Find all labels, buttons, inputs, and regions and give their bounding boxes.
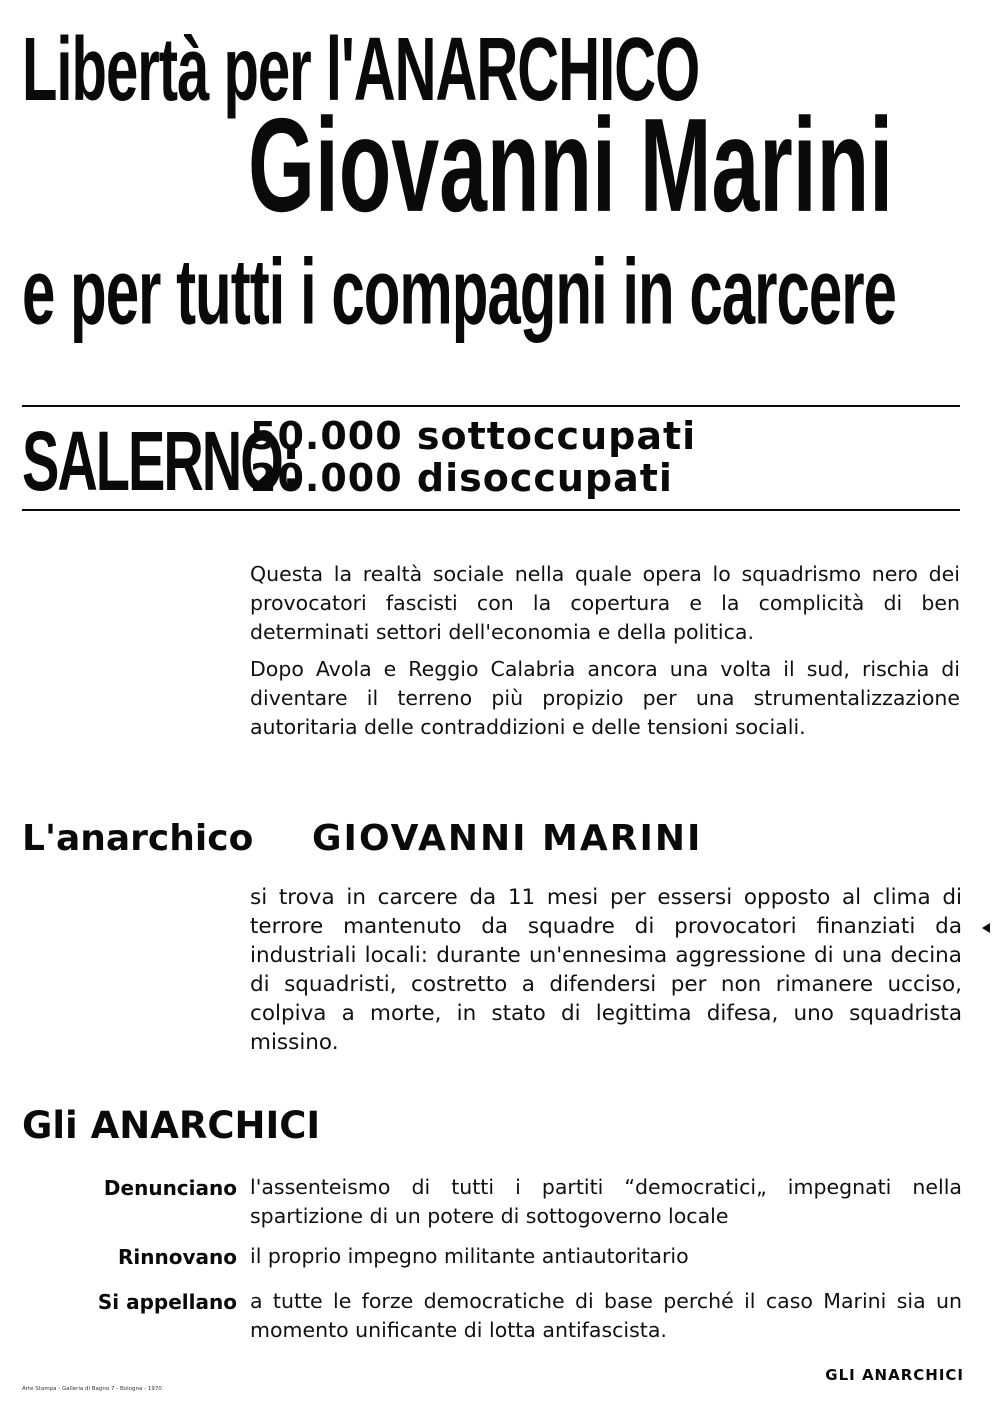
signature: GLI ANARCHICI: [825, 1366, 964, 1384]
divider-top: [22, 405, 960, 407]
section1-heading-name: GIOVANNI MARINI: [312, 818, 703, 859]
section2-heading: Gli ANARCHICI: [22, 1104, 321, 1147]
section1-body: si trova in carcere da 11 mesi per essersi opposto al clima di terrore mantenuto da squadre di provocatori finanziati da industriali locali: durante un'ennesima aggressione di una decina di squadristi, costretto a difendersi per non rimanere ucciso, colpiva a morte, in stato di legittima difesa, uno squadrista missino.: [250, 885, 962, 1055]
headline-line-1: Libertà per l'ANARCHICO: [22, 19, 700, 121]
row-label-denunciano: Denunciano: [103, 1176, 237, 1200]
section1-heading-prefix: L'anarchico: [22, 818, 254, 859]
row-label-si-appellano: Si appellano: [97, 1290, 237, 1314]
edge-marker-icon: [982, 923, 990, 933]
row-text-denunciano: l'assenteismo di tutti i partiti “democratici„ impegnati nella spartizione di un potere di sottogoverno locale: [250, 1175, 962, 1228]
stat-underemployed: 50.000 sottoccupati: [250, 414, 697, 458]
row-text-si-appellano: a tutte le forze democratiche di base perché il caso Marini sia un momento unificante di lotta antifascista.: [250, 1289, 962, 1342]
intro-paragraph-2: Dopo Avola e Reggio Calabria ancora una volta il sud, rischia di diventare il terreno più propizio per una strumentalizzazione autoritaria delle contraddizioni e delle tensioni sociali.: [250, 657, 960, 739]
headline-line-3: e per tutti i compagni in carcere: [22, 239, 896, 344]
intro-paragraph-1: Questa la realtà sociale nella quale opera lo squadrismo nero dei provocatori fascisti con la copertura e la complicità di ben determinati settori dell'economia e della politica.: [250, 562, 960, 644]
row-label-rinnovano: Rinnovano: [118, 1245, 237, 1269]
headline-name: Giovanni Marini: [248, 91, 894, 241]
stat-unemployed: 20.000 disoccupati: [250, 456, 673, 500]
divider-bottom: [22, 509, 960, 511]
printer-credit: Arte Stampa - Galleria di Bagno 7 - Bologna - 1970: [22, 1386, 162, 1392]
row-text-rinnovano: il proprio impegno militante antiautoritario: [250, 1244, 689, 1268]
stats-city: SALERNO:: [22, 413, 299, 508]
